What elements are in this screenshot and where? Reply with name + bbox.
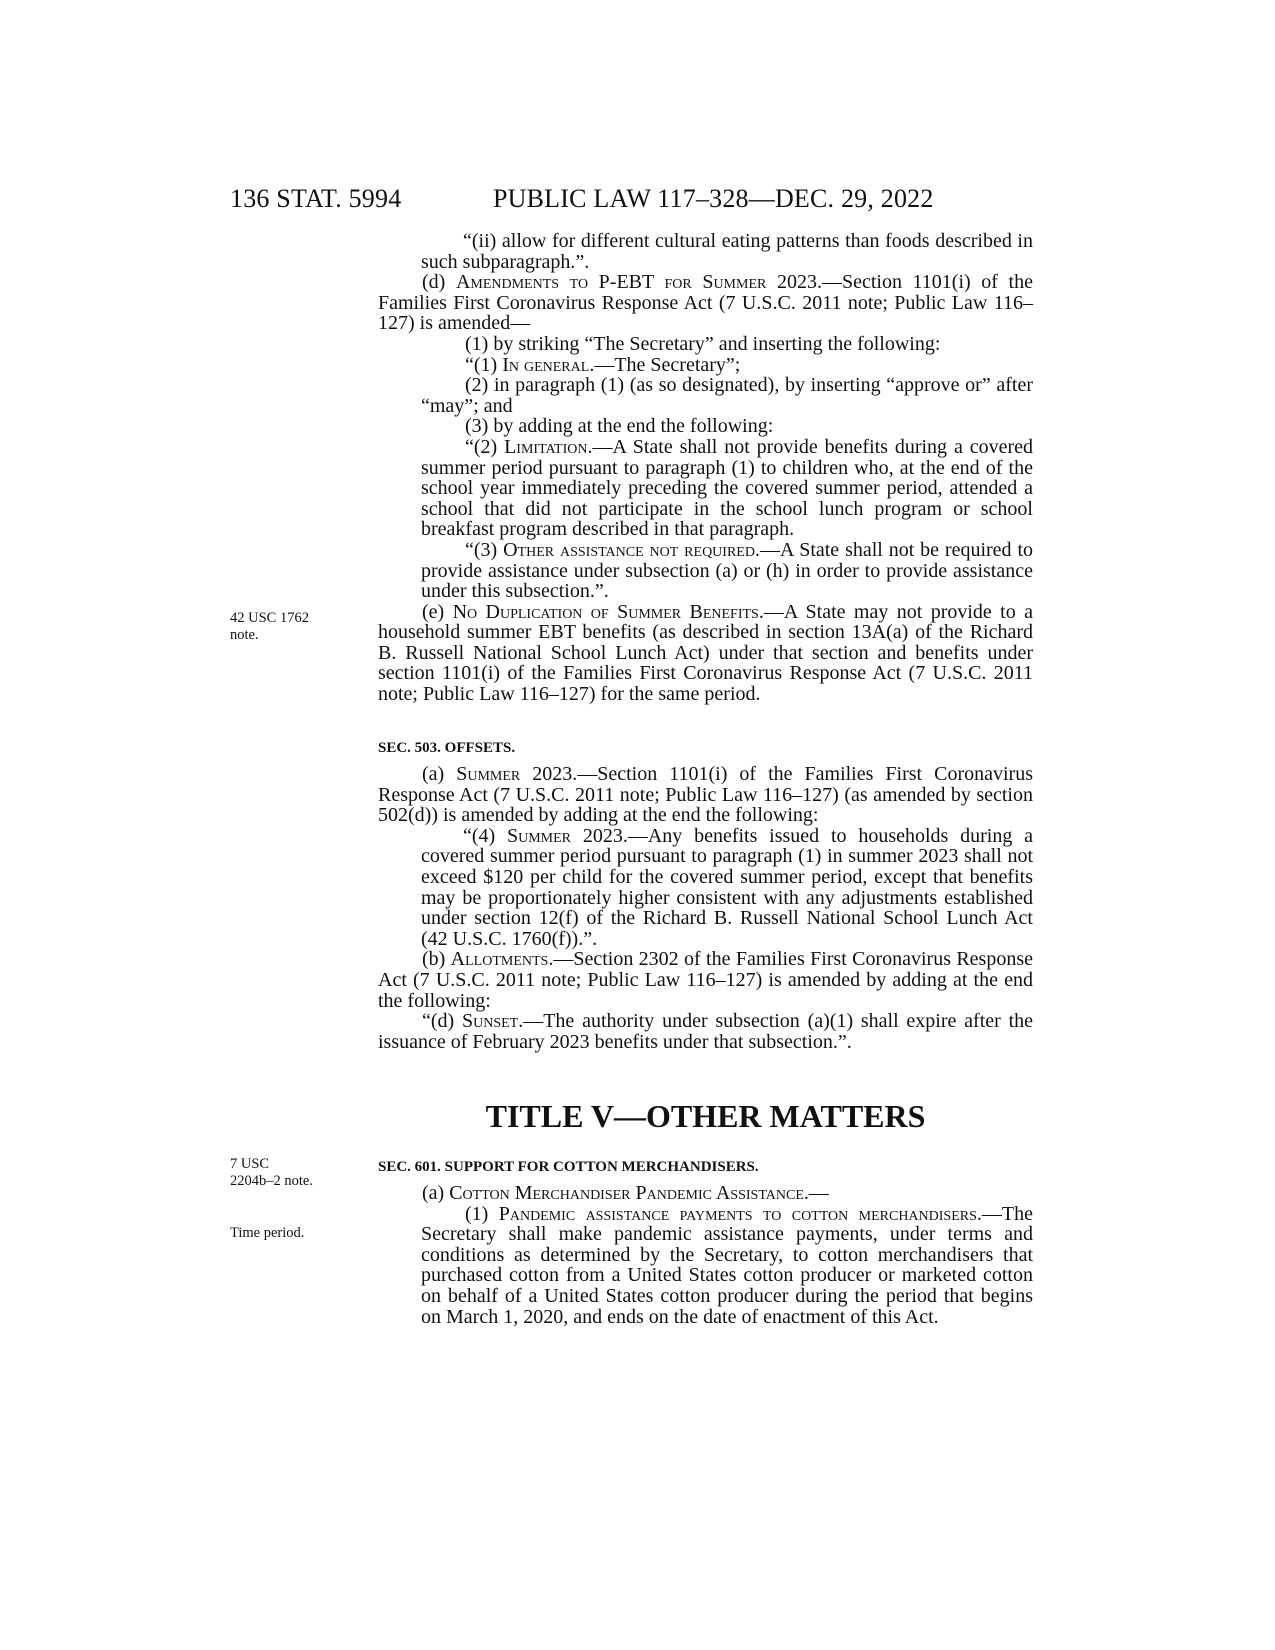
- paragraph-d2: (2) in paragraph (1) (as so designated), by inserting “approve or” after “may”; and: [421, 374, 1033, 417]
- page-number: 136 STAT. 5994: [230, 184, 402, 213]
- paragraph-601-a1-text: .—The Secretary shall make pandemic assistance payments, under terms and conditions as determined by the Secretary, to cotton merchandisers that purchased cotton from a United States cotton producer or marketed cotton on behalf of a United States cotton producer during the period that begins on March 1, 2020, and ends on the date of enactment of this Act.: [421, 1202, 1033, 1328]
- subsection-d-lead: (d): [422, 271, 456, 294]
- subsection-d-text: .—Section 1101(i) of the Families First Coronavirus Response Act (7 U.S.C. 2011 note; Public Law 116–127) is amended—: [378, 271, 1033, 335]
- subsection-e-lead: (e): [422, 600, 453, 623]
- paragraph-601-a1: [378, 1204, 1033, 1328]
- subsection-b-lead: (b): [422, 948, 451, 971]
- subsection-a-lead: (a): [422, 763, 457, 785]
- margin-note-line: 42 USC 1762: [230, 610, 309, 626]
- subsection-601-a: [378, 1183, 1033, 1204]
- paragraph-d3: (3) by adding at the end the following:: [465, 415, 774, 438]
- quoted-paragraph-2-num: “(2): [465, 435, 505, 458]
- subsection-a: [378, 764, 1033, 826]
- title-v-heading: TITLE V—OTHER MATTERS: [485, 1098, 926, 1134]
- quoted-subsection-d-heading: Sunset: [461, 1010, 519, 1033]
- quoted-paragraph-2: [378, 437, 1033, 540]
- quoted-paragraph-3-heading: Other assistance not required: [503, 538, 755, 561]
- subsection-a-text: .—Section 1101(i) of the Families First Coronavirus Response Act (7 U.S.C. 2011 note; Public Law 116–127) (as amended by section 502(d)) is amended by adding at the end the following:: [378, 763, 1033, 827]
- paragraph-d1: (1) by striking “The Secretary” and inserting the following:: [465, 332, 941, 355]
- quoted-paragraph-3: [378, 540, 1033, 602]
- margin-note-7-usc-2204: [230, 1156, 313, 1190]
- quoted-paragraph-1-heading: In general: [502, 353, 590, 376]
- section-502-continuation: [378, 231, 1033, 705]
- margin-note-line: 2204b–2 note.: [230, 1173, 313, 1189]
- quoted-paragraph-3-text: .—A State shall not be required to provide assistance under subsection (a) or (h) in order to provide assistance under this subsection.”.: [421, 538, 1033, 603]
- subsection-d-heading: Amendments to P-EBT for Summer 2023: [455, 271, 817, 294]
- section-601-heading: SEC. 601. SUPPORT FOR COTTON MERCHANDISERS.: [378, 1159, 759, 1175]
- subsection-601-a-text: .—: [803, 1182, 829, 1204]
- quoted-subsection-d-text: .—The authority under subsection (a)(1) shall expire after the issuance of February 2023 benefits under that subsection.”.: [378, 1010, 1033, 1053]
- section-503-heading: SEC. 503. OFFSETS.: [378, 740, 516, 756]
- paragraph-601-a1-heading: Pandemic assistance payments to cotton merchandisers: [498, 1202, 977, 1225]
- subsection-e-text: .—A State may not provide to a household summer EBT benefits (as described in section 13A(a) of the Richard B. Russell National School Lunch Act) under that section and benefits under section 1101(i) of the Families First Coronavirus Response Act (7 U.S.C. 2011 note; Public Law 116–127) for the same period.: [378, 600, 1033, 706]
- quoted-paragraph-4-num: “(4): [463, 824, 507, 847]
- subsection-e-heading: No Duplication of Summer Benefits: [452, 600, 759, 623]
- margin-note-line: 7 USC: [230, 1156, 270, 1172]
- subsection-b-heading: Allotments: [450, 948, 549, 971]
- subsection-a-heading: Summer 2023: [456, 763, 573, 785]
- section-601-body: [378, 1183, 1033, 1327]
- section-601: [378, 1157, 1033, 1178]
- subsection-b-text: .—Section 2302 of the Families First Coronavirus Response Act (7 U.S.C. 2011 note; Public Law 116–127) is amended by adding at the end the following:: [378, 948, 1033, 1012]
- quoted-subsection-d-num: “(d): [422, 1010, 462, 1033]
- quoted-paragraph-4: [378, 826, 1033, 950]
- margin-note-line: note.: [230, 627, 259, 643]
- quoted-paragraph-1: [378, 355, 1033, 376]
- quoted-paragraph-1-num: “(1): [465, 353, 503, 376]
- quoted-paragraph-1-text: .—The Secretary”;: [589, 353, 741, 376]
- subsection-d: [378, 272, 1033, 334]
- margin-note-time-period: Time period.: [230, 1225, 305, 1241]
- quoted-paragraph-2-heading: Limitation: [504, 435, 588, 458]
- quoted-paragraph-2-text: .—A State shall not provide benefits during a covered summer period pursuant to paragraph (1) to children who, at the end of the school year immediately preceding the covered summer period, attended a school that did not participate in the school lunch program or school breakfast program described in that paragraph.: [421, 435, 1033, 541]
- clause-ii: “(ii) allow for different cultural eating patterns than foods described in such subparagraph.”.: [421, 230, 1033, 273]
- section-503: [378, 738, 1033, 759]
- quoted-paragraph-4-heading: Summer 2023: [507, 824, 623, 847]
- section-503-body: [378, 764, 1033, 1052]
- quoted-paragraph-3-num: “(3): [465, 538, 504, 561]
- quoted-paragraph-4-text: .—Any benefits issued to households during a covered summer period pursuant to paragraph (1) in summer 2023 shall not exceed $120 per child for the covered summer period, except that benefits may be proportionately higher consistent with any adjustments established under section 12(f) of the Richard B. Russell National School Lunch Act (42 U.S.C. 1760(f)).”.: [421, 824, 1034, 950]
- quoted-subsection-d: [378, 1011, 1033, 1052]
- subsection-e: [378, 602, 1033, 705]
- subsection-b: [378, 949, 1033, 1011]
- subsection-601-a-heading: Cotton Merchandiser Pandemic Assistance: [449, 1182, 804, 1204]
- margin-note-42-usc-1762: [230, 610, 309, 644]
- paragraph-601-a1-num: (1): [465, 1202, 499, 1225]
- subsection-601-a-lead: (a): [422, 1182, 450, 1204]
- running-title: PUBLIC LAW 117–328—DEC. 29, 2022: [493, 184, 934, 213]
